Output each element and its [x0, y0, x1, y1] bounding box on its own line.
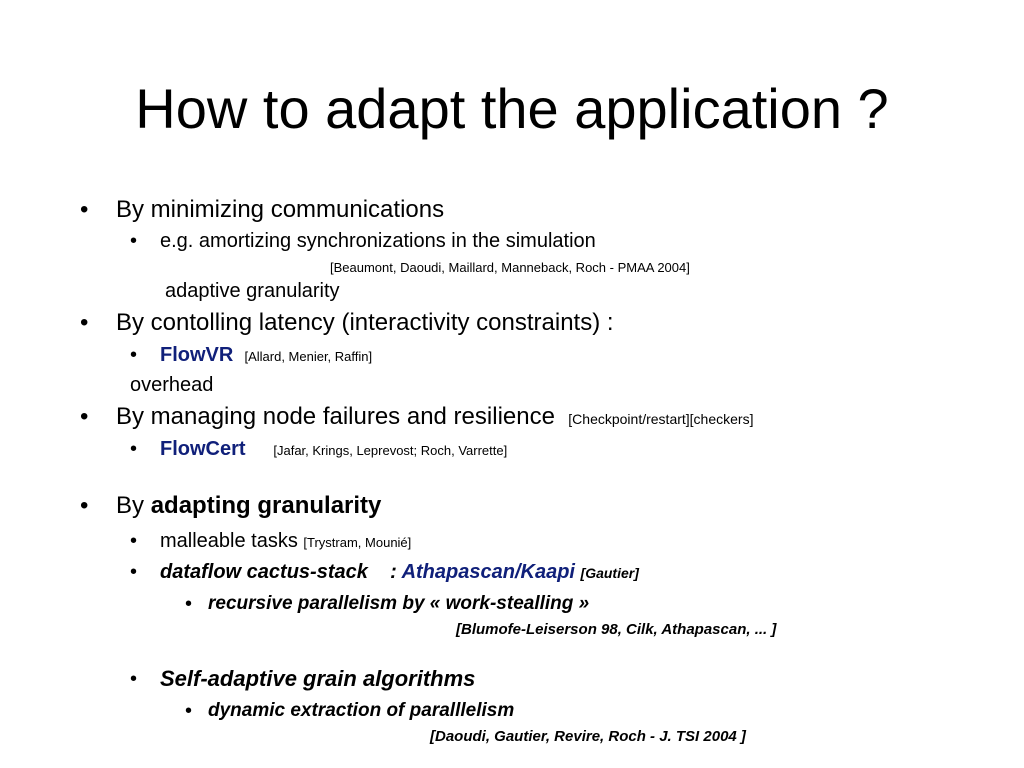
kaapi-name: Kaapi [520, 561, 575, 583]
text-adaptive-granularity: adaptive granularity [165, 280, 340, 302]
reference-beaumont: [Beaumont, Daoudi, Maillard, Manneback, Roch - PMAA 2004] [330, 260, 690, 275]
sub-bullet-amortizing: e.g. amortizing synchronizations in the simulation [160, 230, 596, 252]
by-text: By [116, 492, 145, 519]
slash: / [514, 561, 521, 583]
bullet-adapting-granularity [116, 492, 381, 520]
sub-bullet-flowcert [160, 437, 507, 461]
reference-gautier: [Gautier] [580, 565, 639, 581]
reference-checkpoint: [Checkpoint/restart][checkers] [568, 411, 754, 427]
sub-bullet-dataflow-cactus-stack [160, 560, 639, 584]
bullet-marker: • [185, 593, 193, 615]
text-overhead: overhead [130, 374, 214, 396]
bullet-marker: • [80, 492, 89, 519]
bullet-controlling-latency: By contolling latency (interactivity constraints) : [116, 309, 614, 336]
bullet-marker: • [130, 344, 138, 366]
sub-bullet-dynamic-extraction: dynamic extraction of paralllelism [208, 700, 515, 721]
bullet-minimizing-communications: By minimizing communications [116, 196, 445, 223]
reference-trystram: [Trystram, Mounié] [303, 535, 412, 550]
bullet-marker: • [80, 309, 89, 336]
bullet-marker: • [185, 700, 193, 722]
reference-allard: [Allard, Menier, Raffin] [244, 349, 373, 364]
bullet-marker: • [130, 438, 138, 460]
sub-bullet-self-adaptive: Self-adaptive grain algorithms [160, 666, 476, 691]
dataflow-text: dataflow cactus-stack [160, 561, 368, 583]
flowvr-name: FlowVR [160, 344, 234, 366]
bullet-marker: • [80, 403, 89, 430]
reference-jafar: [Jafar, Krings, Leprevost; Roch, Varrette] [273, 443, 508, 458]
reference-daoudi: [Daoudi, Gautier, Revire, Roch - J. TSI 2004 ] [430, 728, 746, 745]
sub-bullet-recursive-parallelism: recursive parallelism by « work-stealling » [208, 593, 590, 614]
flowcert-name: FlowCert [160, 438, 246, 460]
slide-title: How to adapt the application ? [135, 77, 889, 140]
node-failures-text: By managing node failures and resilience [116, 403, 555, 430]
bullet-marker: • [130, 668, 138, 690]
adapting-granularity-text: adapting granularity [150, 492, 382, 519]
bullet-marker: • [130, 230, 138, 252]
athapascan-name: Athapascan [401, 561, 515, 583]
colon: : [390, 561, 402, 583]
sub-bullet-malleable-tasks [160, 529, 411, 553]
bullet-marker: • [130, 530, 138, 552]
malleable-tasks-text: malleable tasks [160, 530, 298, 552]
reference-blumofe: [Blumofe-Leiserson 98, Cilk, Athapascan, ... ] [456, 621, 777, 638]
bullet-marker: • [80, 196, 89, 223]
bullet-node-failures [116, 403, 753, 431]
sub-bullet-flowvr [160, 343, 372, 367]
bullet-marker: • [130, 561, 138, 583]
